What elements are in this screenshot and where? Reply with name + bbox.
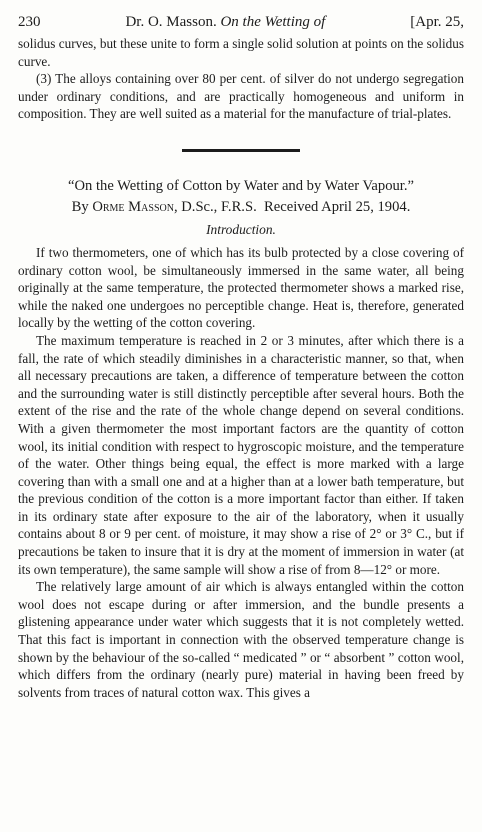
byline-by: By <box>71 198 89 215</box>
body-paragraph: The maximum temperature is reached in 2 or 3 minutes, after which there is a fall, the rate of which steadily diminishes in a characteristic manner, so that, when all necessary precautions are taken, a difference of temperature between the cotton and the surrounding water is still distinctly perceptible after several hours. Both the extent of the rise and the rate of the whole change depend on several conditions. With a given thermometer the most important factors are the quantity of cotton wool, its initial condition with respect to hygroscopic moisture, and the temperature of the water. Other things being equal, the effect is more marked with a large covering than with a small one and at a higher than at a lower bath temperature, but the previous condition of the cotton is a more important factor than either. If taken in its ordinary state after exposure to the air of the laboratory, when it usually contains about 8 or 9 per cent. of moisture, it may show a rise of 2° or 3° C., but if precautions be taken to insure that it is dry at the moment of immersion in water (at its own temperature), the same sample will show a rise of from 8—12° or more. <box>18 332 464 577</box>
running-title-italic: On the Wetting of <box>220 14 326 30</box>
prev-article-paragraph: solidus curves, but these unite to form a single solid solution at points on the solidus curve. <box>18 36 464 69</box>
article-title: “On the Wetting of Cotton by Water and by Water Vapour.” <box>68 177 414 194</box>
running-title <box>125 14 325 31</box>
section-heading: Introduction. <box>206 221 276 237</box>
author-name: Orme Masson <box>92 198 174 215</box>
section-divider-rule <box>182 149 300 152</box>
running-header <box>18 14 464 31</box>
page-number: 230 <box>18 14 41 30</box>
body-paragraph: The relatively large amount of air which is always entangled within the cotton wool does not escape during or after immersion, and the bundle presents a glistening appearance under water which suggests that it is not completely wetted. That this fact is important in connection with the observed temperature change is shown by the behaviour of the so-called “ medicated ” or “ absorbent ” cotton wool, which differs from the ordinary (nearly pure) material in having been freed by solvents from traces of natural cotton wax. This gives a <box>18 579 464 700</box>
running-date: [Apr. 25, <box>410 14 464 30</box>
article-byline <box>18 197 464 218</box>
prev-article-paragraph: (3) The alloys containing over 80 per cent. of silver do not undergo segregation under ordinary conditions, and are practically homogeneous and uniform in composition. They are well suited as a material for the manufacture of trial-plates. <box>18 71 464 122</box>
running-author: Dr. O. Masson. <box>125 14 217 30</box>
body-paragraph: If two thermometers, one of which has its bulb protected by a close covering of ordinary cotton wool, be simultaneously immersed in the same water, all being originally at the same temperature, the protected thermometer shows a marked rise, while the naked one undergoes no perceptible change. Heat is, therefore, generated locally by the wetting of the cotton covering. <box>18 244 464 331</box>
received-date: Received April 25, 1904. <box>264 198 411 215</box>
author-credentials: , D.Sc., F.R.S. <box>173 198 257 215</box>
